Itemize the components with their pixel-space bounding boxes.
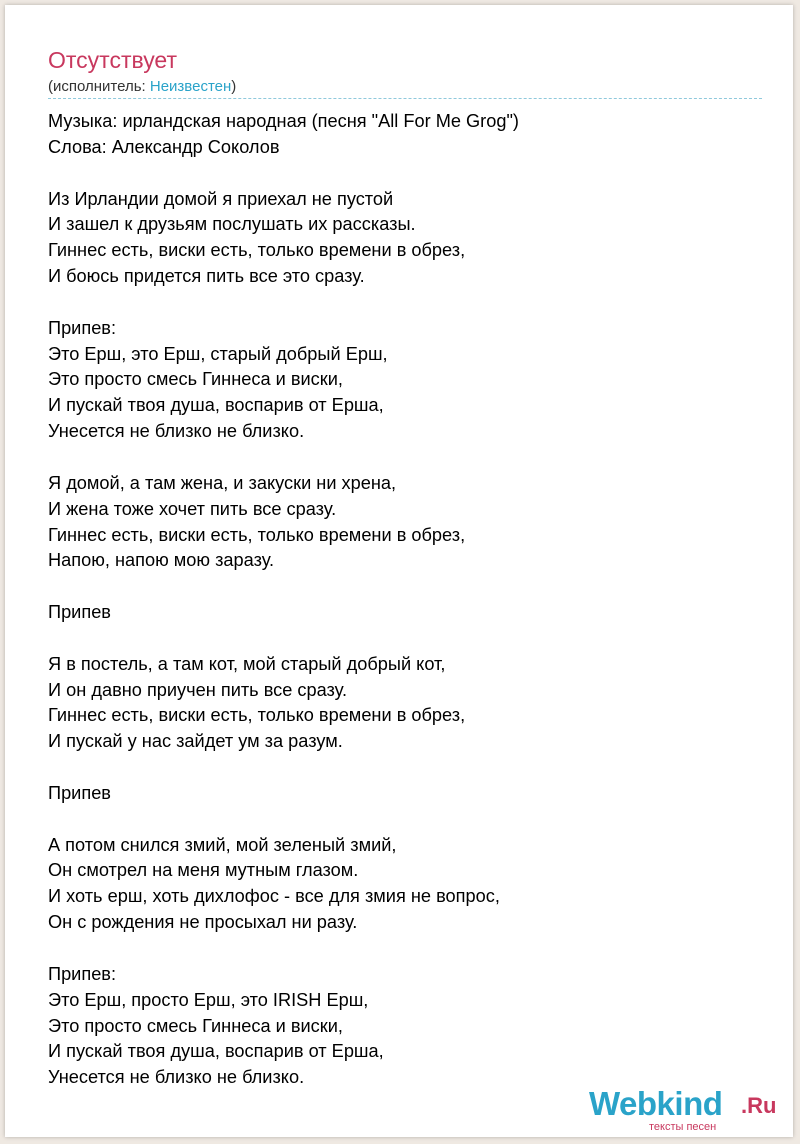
lyric-line: Гиннес есть, виски есть, только времени в обрез, (48, 524, 466, 545)
lyric-line: Это Ерш, просто Ерш, это IRISH Ерш, (48, 989, 369, 1010)
lyric-line: Из Ирландии домой я приехал не пустой (48, 188, 394, 209)
logo-wordmark: Webkind (589, 1085, 723, 1122)
lyric-line: Припев: (48, 317, 117, 338)
logo-tld: .Ru (741, 1093, 777, 1118)
lyric-line: И пускай твоя душа, воспарив от Ерша, (48, 1041, 384, 1062)
lyric-line: Напою, напою мою заразу. (48, 550, 275, 571)
lyric-line: Припев (48, 602, 111, 623)
lyric-line: Я в постель, а там кот, мой старый добрый кот, (48, 653, 446, 674)
lyric-line: Гиннес есть, виски есть, только времени в обрез, (48, 705, 466, 726)
lyric-line: И зашел к друзьям послушать их рассказы. (48, 214, 416, 235)
lyric-line (48, 574, 768, 600)
lyric-line: А потом снился змий, мой зеленый змий, (48, 834, 397, 855)
lyric-line: Припев: (48, 963, 117, 984)
divider (48, 98, 762, 99)
song-title: Отсутствует (48, 47, 177, 73)
lyric-line: И пускай у нас зайдет ум за разум. (48, 731, 343, 752)
lyrics-page (5, 5, 793, 1137)
lyric-line: Это просто смесь Гиннеса и виски, (48, 369, 343, 390)
lyric-line (48, 290, 768, 316)
lyrics-text (48, 109, 768, 1091)
artist-prefix: (исполнитель: (48, 78, 150, 95)
webkind-logo[interactable] (589, 1085, 789, 1133)
lyric-line: Я домой, а там жена, и закуски ни хрена, (48, 472, 397, 493)
lyric-line: Слова: Александр Соколов (48, 136, 280, 157)
lyric-line: Припев (48, 782, 111, 803)
lyric-line (48, 445, 768, 471)
lyric-line: И он давно приучен пить все сразу. (48, 679, 348, 700)
lyric-line: И пускай твоя душа, воспарив от Ерша, (48, 395, 384, 416)
lyric-line: Гиннес есть, виски есть, только времени в обрез, (48, 240, 466, 261)
lyric-line: Это просто смесь Гиннеса и виски, (48, 1015, 343, 1036)
lyric-line (48, 807, 768, 833)
artist-link[interactable]: Неизвестен (149, 78, 232, 95)
lyric-line: Музыка: ирландская народная (песня "All For Me Grog") (48, 111, 519, 131)
lyric-line: Это Ерш, это Ерш, старый добрый Ерш, (48, 343, 388, 364)
logo-subtitle: тексты песен (649, 1121, 717, 1133)
lyric-line: И жена тоже хочет пить все сразу. (48, 498, 337, 519)
lyric-line (48, 626, 768, 652)
lyric-line (48, 161, 768, 187)
lyric-line: Унесется не близко не близко. (48, 421, 305, 442)
lyric-line: Унесется не близко не близко. (48, 1067, 305, 1088)
artist-suffix: ) (231, 78, 237, 95)
lyric-line: Он смотрел на меня мутным глазом. (48, 860, 359, 881)
lyric-line: И хоть ерш, хоть дихлофос - все для змия не вопрос, (48, 886, 500, 907)
lyric-line (48, 936, 768, 962)
lyric-line: И боюсь придется пить все это сразу. (48, 266, 365, 287)
artist-line (48, 78, 236, 95)
lyric-line (48, 755, 768, 781)
lyric-line: Он с рождения не просыхал ни разу. (48, 912, 358, 933)
